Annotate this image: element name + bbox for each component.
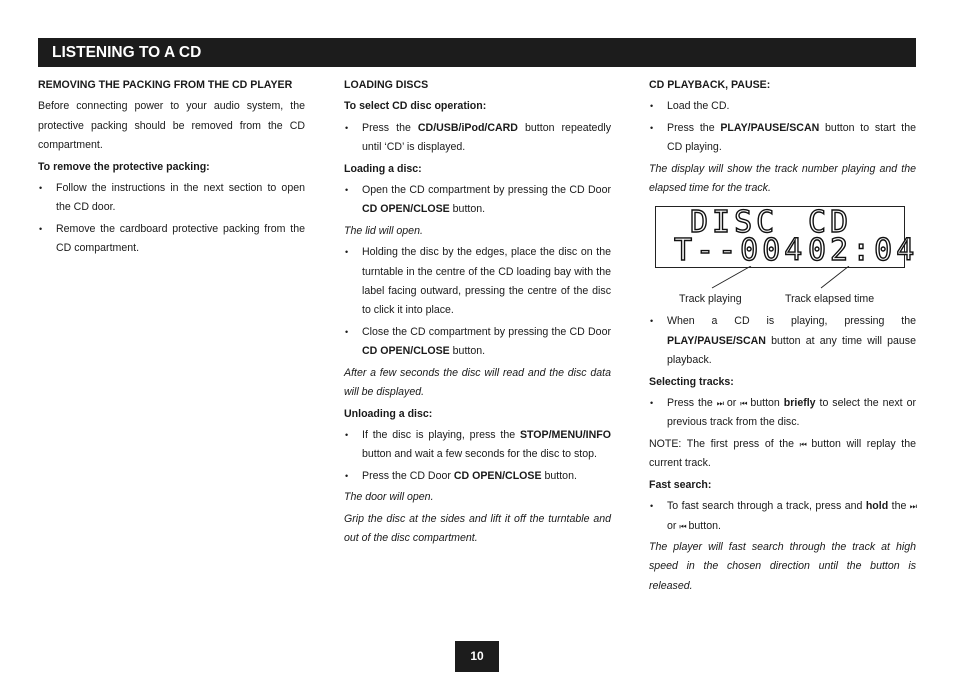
select-cd-list (344, 119, 611, 158)
label-track-playing: Track playing (679, 293, 742, 306)
column-cd-playback (649, 76, 919, 598)
note-lid-open: The lid will open. (344, 224, 423, 237)
list-item: • Holding the disc by the edges, place the disc on the turntable in the centre of the CD loading bay with the label facing outward, pressing the centre of the disc to click it into place. (344, 243, 611, 321)
list-item (344, 119, 611, 158)
note-first-press (649, 435, 916, 474)
lcd-display-illustration (655, 205, 919, 269)
text: If the disc is playing, press the (362, 428, 520, 441)
list-item (344, 323, 611, 362)
text: or (722, 397, 741, 410)
button-name-open-close: CD OPEN/CLOSE (453, 469, 542, 482)
skip-previous-icon: ⏮ (740, 399, 747, 409)
list-item (344, 181, 611, 220)
list-item (649, 312, 916, 370)
text: button. (449, 203, 486, 216)
label-track-elapsed: Track elapsed time (785, 293, 875, 306)
subheading-remove-packing: To remove the protective packing: (38, 160, 210, 173)
note-display: The display will show the track number playing and the elapsed time for the track. (649, 162, 916, 195)
skip-previous-icon: ⏮ (679, 521, 686, 531)
button-name-open-close: CD OPEN/CLOSE (362, 345, 450, 358)
text: button to start the CD playing. (667, 121, 916, 154)
playback-list-1 (649, 97, 916, 157)
emphasis-briefly: briefly (783, 397, 816, 410)
skip-next-icon: ⏭ (716, 399, 723, 409)
list-item (649, 394, 916, 433)
button-name-play-pause: PLAY/PAUSE/SCAN (667, 334, 766, 347)
section-header: LISTENING TO A CD (38, 38, 916, 67)
column-removing-packing (38, 76, 305, 261)
heading-removing-packing: REMOVING THE PACKING FROM THE CD PLAYER (38, 79, 293, 91)
list-item: • Follow the instructions in the next section to open the CD door. (38, 179, 305, 218)
note-grip-disc: Grip the disc at the sides and lift it off the turntable and out of the disc compartment. (344, 512, 611, 544)
button-name-open-close: CD OPEN/CLOSE (362, 203, 450, 216)
lcd-line1-left: DISC (690, 205, 779, 241)
text: button. (449, 345, 486, 358)
list-item (649, 497, 916, 536)
loading-list-2 (344, 243, 611, 361)
emphasis-hold: hold (865, 500, 889, 513)
text: Press the (362, 121, 418, 134)
subheading-unloading-disc: Unloading a disc: (344, 407, 433, 420)
lcd-callouts (649, 268, 916, 312)
text: Close the CD compartment by pressing the CD Door (362, 325, 611, 338)
list-item (649, 119, 916, 158)
text: button and wait a few seconds for the disc to stop. (362, 448, 597, 461)
playback-list-2 (649, 312, 916, 370)
intro-paragraph: Before connecting power to your audio system, the protective packing should be removed from the CD compartment. (38, 100, 305, 152)
text: or (667, 519, 680, 532)
list-item: • Remove the cardboard protective packing from the CD compartment. (38, 220, 305, 259)
text: button will replay the current track. (649, 437, 916, 470)
callout-lines (649, 266, 916, 292)
text: To fast search through a track, press and (667, 500, 866, 513)
text: NOTE: The first press of the (649, 437, 800, 450)
note-disc-read: After a few seconds the disc will read and the disc data will be displayed. (344, 366, 611, 399)
heading-cd-playback: CD PLAYBACK, PAUSE: (649, 79, 771, 91)
subheading-fast-search: Fast search: (649, 478, 712, 491)
lcd-line1-right: CD (808, 205, 853, 241)
text: to select the next or previous track from the disc. (667, 397, 916, 429)
unloading-list (344, 426, 611, 486)
skip-previous-icon: ⏮ (799, 439, 806, 449)
skip-next-icon: ⏭ (909, 502, 916, 512)
subheading-selecting-tracks: Selecting tracks: (649, 375, 734, 388)
page-number: 10 (455, 641, 499, 672)
subheading-loading-disc: Loading a disc: (344, 162, 422, 175)
lcd-line2-right: 02:04 (808, 233, 919, 269)
text: button (746, 397, 784, 410)
heading-loading-discs: LOADING DISCS (344, 79, 429, 91)
text: Open the CD compartment by pressing the CD Door (362, 184, 611, 197)
list-item (344, 467, 611, 486)
text: When a CD is playing, pressing the (667, 315, 916, 328)
lcd-line2-left: T--004 (674, 233, 807, 269)
selecting-list (649, 394, 916, 433)
text: button at any time will pause playback. (667, 334, 916, 367)
fast-search-list (649, 497, 916, 536)
text: button. (685, 519, 721, 532)
subheading-select-cd: To select CD disc operation: (344, 100, 487, 113)
text: Press the (667, 397, 717, 410)
note-door-open: The door will open. (344, 491, 434, 504)
note-fast-search: The player will fast search through the track at high speed in the chosen direction until the button is released. (649, 540, 916, 592)
button-name-play-pause: PLAY/PAUSE/SCAN (720, 121, 820, 134)
button-name-stop: STOP/MENU/INFO (519, 428, 611, 441)
list-item (344, 426, 611, 465)
text: Press the CD Door (362, 469, 454, 482)
loading-list-1 (344, 181, 611, 220)
list-item: • Load the CD. (649, 97, 916, 116)
text: button. (541, 469, 577, 482)
button-name-cd-usb: CD/USB/iPod/CARD (417, 121, 518, 134)
column-loading-discs (344, 76, 611, 550)
remove-packing-list (38, 179, 305, 259)
text: button repeatedly until ‘CD’ is displayed. (362, 121, 611, 154)
text: the (888, 500, 910, 513)
text: Press the (667, 121, 721, 134)
